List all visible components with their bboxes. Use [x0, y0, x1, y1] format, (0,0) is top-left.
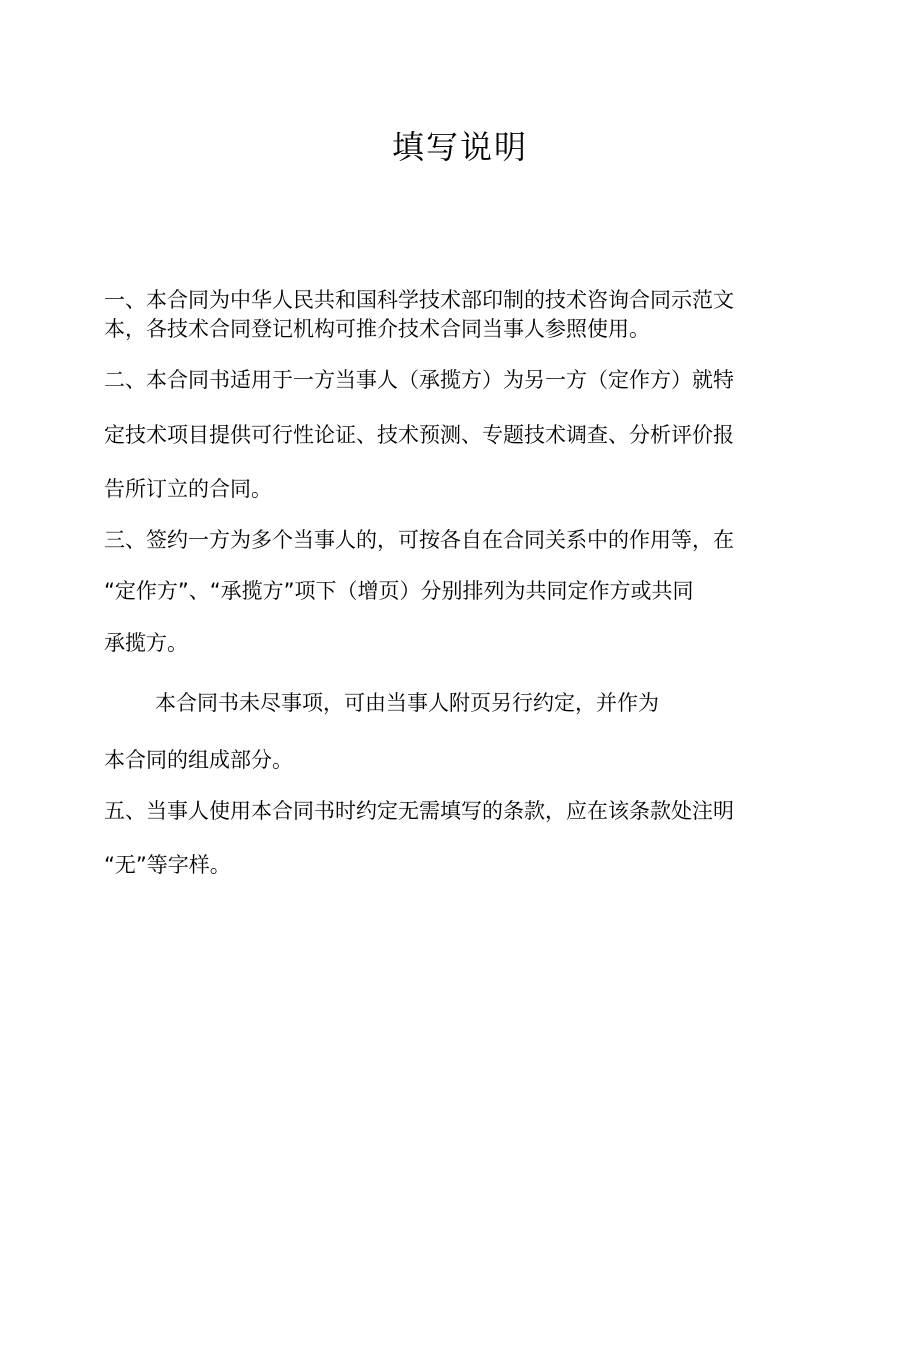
clause-3-line-3: 承揽方。	[104, 631, 188, 655]
clause-5-line-2: “无”等字样。	[104, 853, 231, 877]
clause-4-line-2: 本合同的组成部分。	[104, 748, 293, 772]
clause-4-line-1: 本合同书未尽事项，可由当事人附页另行约定，并作为	[155, 691, 659, 715]
page-title: 填写说明	[391, 128, 528, 166]
clause-2-line-3: 告所订立的合同。	[104, 477, 272, 501]
clause-1-line-1: 一、本合同为中华人民共和国科学技术部印制的技术咨询合同示范文	[104, 288, 734, 312]
clause-2-line-1: 二、本合同书适用于一方当事人（承揽方）为另一方（定作方）就特	[104, 368, 734, 392]
clause-5-line-1: 五、当事人使用本合同书时约定无需填写的条款，应在该条款处注明	[104, 799, 734, 823]
clause-1-line-2: 本，各技术合同登记机构可推介技术合同当事人参照使用。	[104, 317, 650, 341]
clause-3-line-1: 三、签约一方为多个当事人的，可按各自在合同关系中的作用等，在	[104, 528, 734, 552]
clause-3-line-2: “定作方”、“承揽方”项下（增页）分别排列为共同定作方或共同	[104, 579, 694, 603]
clause-2-line-2: 定技术项目提供可行性论证、技术预测、专题技术调查、分析评价报	[104, 423, 734, 447]
